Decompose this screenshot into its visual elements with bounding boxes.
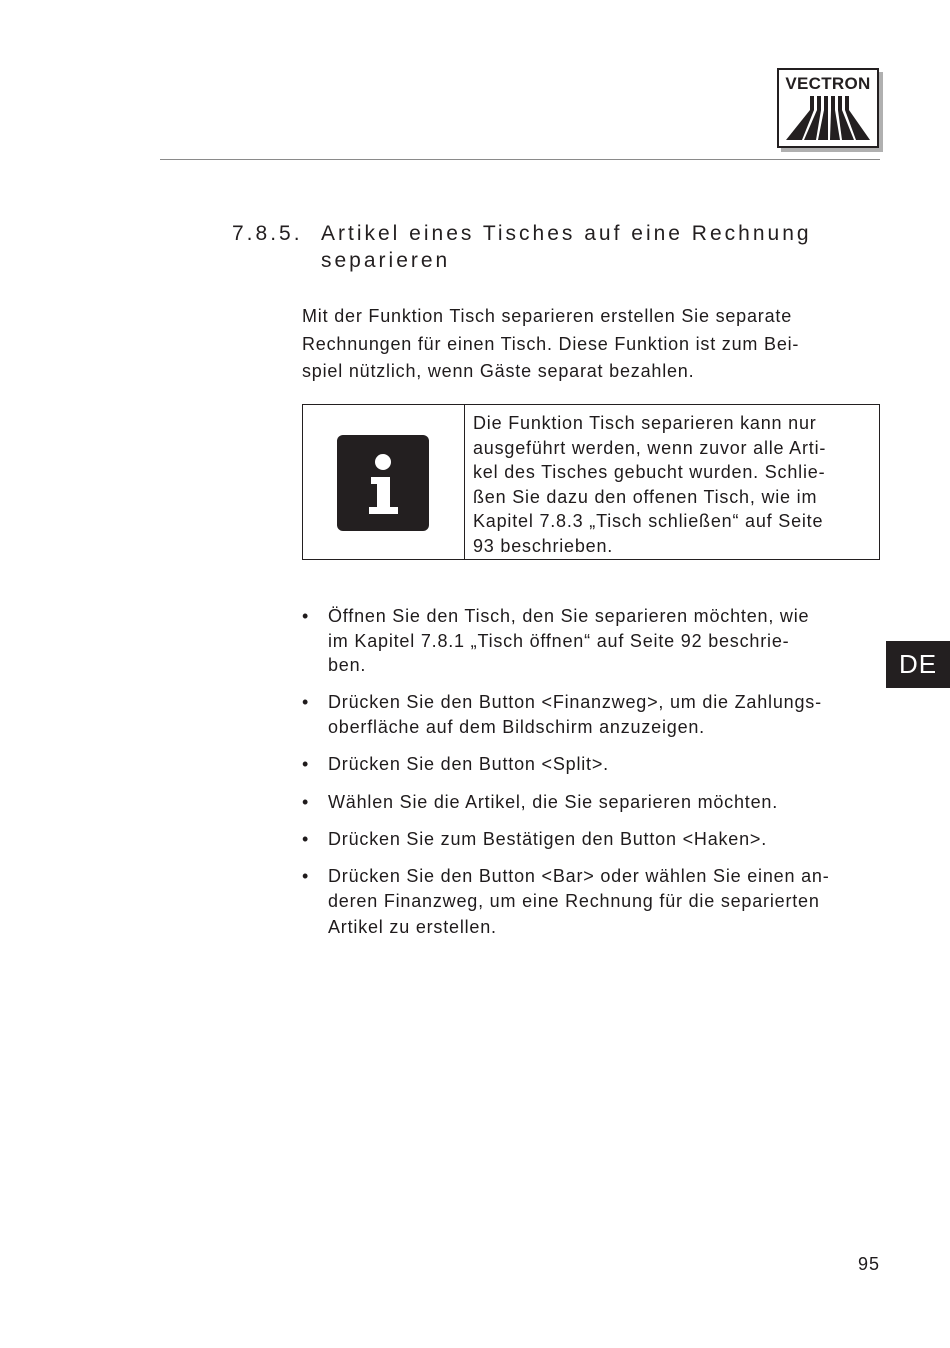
bullet: • — [302, 829, 310, 849]
section-title — [321, 220, 881, 274]
intro-line: spiel nützlich, wenn Gäste separat bezahlen. — [302, 361, 695, 381]
note-icon-cell — [303, 405, 465, 559]
section-title-line: Artikel eines Tisches auf eine Rechnung — [321, 222, 812, 245]
step-line: deren Finanzweg, um eine Rechnung für die separierten — [328, 890, 820, 911]
step-line: Drücken Sie zum Bestätigen den Button <Haken>. — [328, 829, 768, 849]
section-title-line: separieren — [321, 249, 451, 272]
bullet: • — [302, 692, 310, 712]
bullet: • — [302, 606, 310, 626]
note-line: ßen Sie dazu den offenen Tisch, wie im — [473, 486, 818, 507]
step-line: Drücken Sie den Button <Finanzweg>, um die Zahlungs- — [328, 692, 822, 712]
logo-mark — [784, 96, 872, 140]
intro-line: Mit der Funktion Tisch separieren erstellen Sie separate — [302, 306, 793, 326]
step-line: Wählen Sie die Artikel, die Sie separieren möchten. — [328, 792, 779, 812]
step-line: Artikel zu erstellen. — [328, 917, 497, 937]
step-line: ben. — [328, 655, 367, 675]
note-text — [473, 411, 873, 558]
section-number: 7.8.5. — [232, 222, 303, 245]
bullet: • — [302, 754, 310, 774]
intro-line: Rechnungen für einen Tisch. Diese Funktion ist zum Bei- — [302, 333, 800, 354]
header-divider — [160, 159, 880, 160]
bullet: • — [302, 866, 310, 886]
note-line: Kapitel 7.8.3 „Tisch schließen“ auf Seite — [473, 511, 824, 531]
note-line: kel des Tisches gebucht wurden. Schlie- — [473, 462, 826, 482]
step-line: Öffnen Sie den Tisch, den Sie separieren möchten, wie — [328, 606, 810, 626]
vectron-logo — [777, 68, 879, 148]
info-note-box — [302, 404, 880, 560]
step-line: im Kapitel 7.8.1 „Tisch öffnen“ auf Seite 92 beschrie- — [328, 630, 790, 651]
logo-text: VECTRON — [785, 74, 871, 93]
intro-paragraph — [302, 303, 862, 386]
step-line: Drücken Sie den Button <Bar> oder wählen Sie einen an- — [328, 866, 830, 886]
step-line: oberfläche auf dem Bildschirm anzuzeigen. — [328, 716, 705, 737]
step-line: Drücken Sie den Button <Split>. — [328, 754, 609, 774]
page-number: 95 — [857, 1254, 880, 1274]
note-line: Die Funktion Tisch separieren kann nur — [473, 413, 817, 433]
language-tab: DE — [886, 641, 950, 688]
note-line: 93 beschrieben. — [473, 535, 614, 556]
info-icon — [337, 435, 429, 531]
note-line: ausgeführt werden, wenn zuvor alle Arti- — [473, 437, 827, 458]
bullet: • — [302, 792, 310, 812]
